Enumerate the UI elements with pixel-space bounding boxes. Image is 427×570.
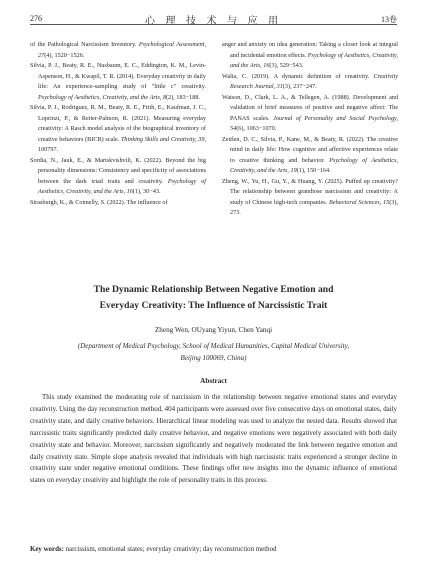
title-line: Everyday Creativity: The Influence of Narcissistic Trait bbox=[99, 300, 328, 311]
abstract-heading: Abstract bbox=[200, 377, 227, 385]
volume-label: 13卷 bbox=[381, 15, 397, 24]
page-number: 276 bbox=[30, 14, 42, 23]
reference-entry: anger and anxiety on idea generation: Taking a closer look at integral and incidental emotion effects. Psychology of Aesthetics, Creativity, and the Arts, 16(3), 529−543. bbox=[222, 41, 399, 69]
reference-entry: Watson, D., Clark, L. A., & Tellegen, A. (1988). Development and validation of brief measures of positive and negative affect: The PANAS scales. Journal of Personality and Social Psychology, 54(6), 1063−1070. bbox=[222, 93, 398, 132]
references-right-column bbox=[222, 40, 398, 219]
affiliation bbox=[30, 341, 397, 364]
reference-entry: of the Pathological Narcissism Inventory. Psychological Assessment, 27(4), 1520−1526. bbox=[30, 41, 206, 59]
affiliation-line: (Department of Medical Psychology, School of Medical Humanities, Capital Medical University, bbox=[77, 342, 350, 350]
reference-entry: Strasburgh, K., & Connelly, S. (2022). The influence of bbox=[30, 198, 168, 206]
paper-title bbox=[30, 282, 397, 314]
keywords bbox=[30, 545, 397, 555]
affiliation-line: Beijing 100069, China) bbox=[180, 353, 247, 362]
running-header bbox=[30, 10, 397, 30]
reference-entry: Zheng, W., Yu, H., Gu, Y., & Huang, Y. (2025). Puffed up creativity? The relationship between grandiose narcissism and creativity: A study of Chinese high-tech companies. Behavioral Sciences, 15(3), 273. bbox=[222, 177, 399, 216]
reference-entry: Silvia, P. J., Beaty, R. E., Nusbaum, E. C., Eddington, K. M., Levin-Aspenson, H., & Kwapil, T. R. (2014). Everyday creativity in daily life: An experience-sampling study of "little c" creativity. Psychology of Aesthetics, Creativity, and the Arts, 8(2), 183−188. bbox=[30, 62, 206, 101]
title-line: The Dynamic Relationship Between Negative Emotion and bbox=[93, 284, 334, 295]
keywords-label: Key words: bbox=[30, 546, 64, 553]
reference-entry: Silvia, P. J., Rodriguez, R. M., Beaty, R. E., Frith, E., Kaufman, J. C., Loprinzi, P., & Reiter-Palmon, R. (2021). Measuring everyday creativity: A Rasch model analysis of the biographical inventory of creative behaviors (BICB) scale. Thinking Skills and Creativity, 39, 100797. bbox=[30, 104, 206, 153]
reference-entry: Walia, C. (2019). A dynamic definition of creativity. Creativity Research Journal, 31(3), 237−247. bbox=[222, 72, 398, 90]
reference-entry: Sordia, N., Jauk, E., & Martskvishvili, K. (2022). Beyond the big personality dimensions: Consistency and specificity of associations between the dark triad traits and creativity. Psychology of Aesthetics, Creativity, and the Arts, 16(1), 30−43. bbox=[30, 156, 206, 195]
authors: Zheng Wen, OUyang Yiyun, Chen Yanqi bbox=[154, 326, 273, 334]
references-left-column bbox=[30, 40, 206, 208]
journal-name: 心 理 技 术 与 应 用 bbox=[145, 16, 282, 27]
header-rule bbox=[30, 24, 397, 25]
references-section bbox=[30, 40, 398, 275]
reference-entry: Zeitlen, D. C., Silvia, P., Kane, M., & Beaty, R. (2022). The creative mind in daily life: How cognitive and affective experiences relate to creative thinking and behavior. Psychology of Aesthetics, Creativity, and the Arts, 19(1), 150−164. bbox=[222, 135, 398, 174]
abstract-body: This study examined the moderating role of narcissism in the relationship between negative emotional states and everyday creativity. Using the day reconstruction method, 404 participants were assessed over five consecutive days on emotional states, daily creativity state, and daily creative behaviors. Hierarchical linear modeling was used to analyze the nested data. Results showed that narcissistic traits significantly predicted daily creative behavior, and negative emotions were negatively associated with both daily creativity state and behavior. Moreover, narcissism significantly and negatively moderated the link between negative emotion and daily creativity state. Simple slope analysis revealed that individuals with high narcissistic traits experienced a stronger decline in creativity state under negative emotional conditions. These findings offer new insights into the dynamic influence of emotional states on everyday creativity and highlight the role of personality traits in this process. bbox=[30, 394, 397, 485]
keywords-text: narcissism, emotional states; everyday creativity; day reconstruction method bbox=[63, 546, 277, 553]
